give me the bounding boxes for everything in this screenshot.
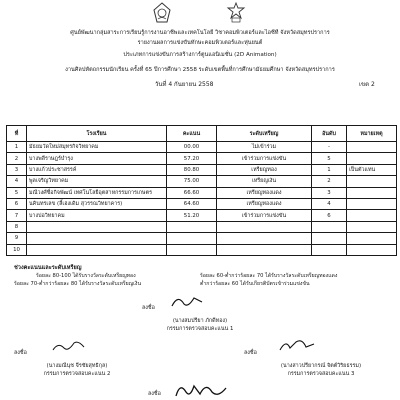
cell-rank: 2 [312, 176, 347, 187]
table-row [7, 187, 397, 198]
table-row [7, 164, 397, 175]
cell-no: 1 [7, 142, 27, 153]
left-emblem-logo [150, 2, 174, 24]
criteria-participation: ต่ำกว่าร้อยละ 60 ได้รับเกียรติบัตรเข้าร่วมแข่งขัน [200, 281, 310, 287]
cell-note [347, 210, 397, 221]
cell-rank: 5 [312, 153, 347, 164]
cell-school: บางแก้วประชาสรรค์ [27, 164, 167, 175]
cell-school [27, 233, 167, 244]
cell-medal: เข้าร่วมการแข่งขัน [217, 210, 312, 221]
criteria-silver: ร้อยละ 70-ต่ำกว่าร้อยละ 80 ได้รับรางวัลระดับเหรียญเงิน [14, 281, 141, 287]
table-row [7, 153, 397, 164]
report-title-line: รายงานผลการแข่งขันทักษะคอมพิวเตอร์และหุ่นยนต์ [137, 40, 263, 46]
cell-rank: 6 [312, 210, 347, 221]
cell-score: 75.00 [167, 176, 217, 187]
col-header-medal: ระดับเหรียญ [217, 126, 312, 142]
table-row [7, 244, 397, 255]
cell-school [27, 244, 167, 255]
cell-score: 80.80 [167, 164, 217, 175]
table-header-row [7, 126, 397, 142]
col-header-note: หมายเหตุ [347, 126, 397, 142]
signature-2 [50, 338, 90, 354]
judge3-role: กรรมการตรวจสอบคะแนน 3 [287, 371, 355, 377]
criteria-title: ช่วงคะแนนและระดับเหรียญ [14, 265, 82, 271]
cell-note [347, 187, 397, 198]
cell-score: 66.60 [167, 187, 217, 198]
cell-score [167, 221, 217, 232]
sign-label-4: ลงชื่อ [148, 391, 161, 397]
signature-3 [276, 336, 320, 354]
cell-score: 57.20 [167, 153, 217, 164]
cell-score [167, 244, 217, 255]
cell-rank [312, 221, 347, 232]
cell-school: มณีวงศ์ซื่อกิจพัฒน์ เทศโนโลยีอุตสาหกรรมการเกษตร [27, 187, 167, 198]
cell-note: เป็นตัวแทน [347, 164, 397, 175]
cell-note [347, 142, 397, 153]
cell-no: 7 [7, 210, 27, 221]
col-header-rank: อันดับ [312, 126, 347, 142]
cell-rank [312, 233, 347, 244]
cell-school: นคินทรเลข (ลี้เฮงเดิม สุวรรณวิทยาคาร) [27, 198, 167, 209]
cell-rank: 3 [312, 187, 347, 198]
judge3-name: (นางสาวปรียากรณ์ จิตต์วิริยธรรม) [280, 363, 362, 369]
cell-note [347, 198, 397, 209]
cell-no: 10 [7, 244, 27, 255]
cell-no: 9 [7, 233, 27, 244]
cell-school: พูลเจริญวิทยาคม [27, 176, 167, 187]
signature-1 [168, 292, 208, 310]
event-date: วันที่ 4 กันยายน 2558 [155, 81, 214, 88]
cell-medal: เหรียญทอง [217, 164, 312, 175]
table-row [7, 198, 397, 209]
cell-school [27, 221, 167, 232]
col-header-no: ที่ [7, 126, 27, 142]
sign-label-1: ลงชื่อ [142, 305, 155, 311]
cell-medal [217, 221, 312, 232]
center-name-line: ศูนย์พัฒนากลุ่มสาระการเรียนรู้การงานอาชีพและเทคโนโลยี วิชาคอมพิวเตอร์และไอซีที จังหวัดสมุทรปราการ [70, 30, 330, 36]
cell-no: 8 [7, 221, 27, 232]
judge2-role: กรรมการตรวจสอบคะแนน 2 [43, 371, 111, 377]
cell-no: 2 [7, 153, 27, 164]
cell-note [347, 176, 397, 187]
judge1-name: (นางสมปรียา ภักดีทอง) [172, 318, 228, 324]
table-row [7, 210, 397, 221]
cell-score: 00.00 [167, 142, 217, 153]
cell-note [347, 153, 397, 164]
signature-4 [172, 378, 232, 400]
cell-rank: 1 [312, 164, 347, 175]
cell-note [347, 221, 397, 232]
criteria-gold: ร้อยละ 80-100 ได้รับรางวัลระดับเหรียญทอง [36, 273, 136, 279]
right-emblem-logo [224, 2, 248, 24]
table-row [7, 221, 397, 232]
cell-no: 3 [7, 164, 27, 175]
competition-type-line: ประเภทการแข่งขันการสร้างการ์ตูนแอนิเมชั่น (2D Animation) [123, 52, 277, 58]
zone-label: เขต 2 [359, 81, 375, 88]
cell-rank: 4 [312, 198, 347, 209]
cell-school: มัธยมวัดใหม่สมุทรกิจวิทยาคม [27, 142, 167, 153]
sign-label-3: ลงชื่อ [244, 350, 257, 356]
cell-medal: ไม่เข้าร่วม [217, 142, 312, 153]
cell-school: บางพลีราษฎร์บำรุง [27, 153, 167, 164]
col-header-score: คะแนน [167, 126, 217, 142]
table-row [7, 233, 397, 244]
sign-label-2: ลงชื่อ [14, 350, 27, 356]
col-header-school: โรงเรียน [27, 126, 167, 142]
cell-medal: เหรียญทองแดง [217, 198, 312, 209]
cell-rank [312, 244, 347, 255]
cell-school: บางบ่อวิทยาคม [27, 210, 167, 221]
event-line: งานศิลปหัตถกรรมนักเรียน ครั้งที่ 65 ปีการศึกษา 2558 ระดับเขตพื้นที่การศึกษามัธยมศึกษา จังหวัดสมุทรปราการ [65, 67, 335, 73]
cell-score: 51.20 [167, 210, 217, 221]
cell-note [347, 244, 397, 255]
table-row [7, 142, 397, 153]
criteria-bronze: ร้อยละ 60-ต่ำกว่าร้อยละ 70 ได้รับรางวัลระดับเหรียญทองแดง [200, 273, 338, 279]
cell-score: 64.60 [167, 198, 217, 209]
cell-medal: เหรียญเงิน [217, 176, 312, 187]
cell-rank: - [312, 142, 347, 153]
cell-note [347, 233, 397, 244]
judge2-name: (นางมณีนุช จีรชัยสุทธิกุล) [46, 363, 108, 369]
results-table [6, 125, 397, 256]
cell-medal: เหรียญทองแดง [217, 187, 312, 198]
cell-medal [217, 244, 312, 255]
table-row [7, 176, 397, 187]
cell-no: 6 [7, 198, 27, 209]
cell-no: 5 [7, 187, 27, 198]
cell-no: 4 [7, 176, 27, 187]
cell-score [167, 233, 217, 244]
judge1-role: กรรมการตรวจสอบคะแนน 1 [166, 326, 234, 332]
cell-medal: เข้าร่วมการแข่งขัน [217, 153, 312, 164]
cell-medal [217, 233, 312, 244]
